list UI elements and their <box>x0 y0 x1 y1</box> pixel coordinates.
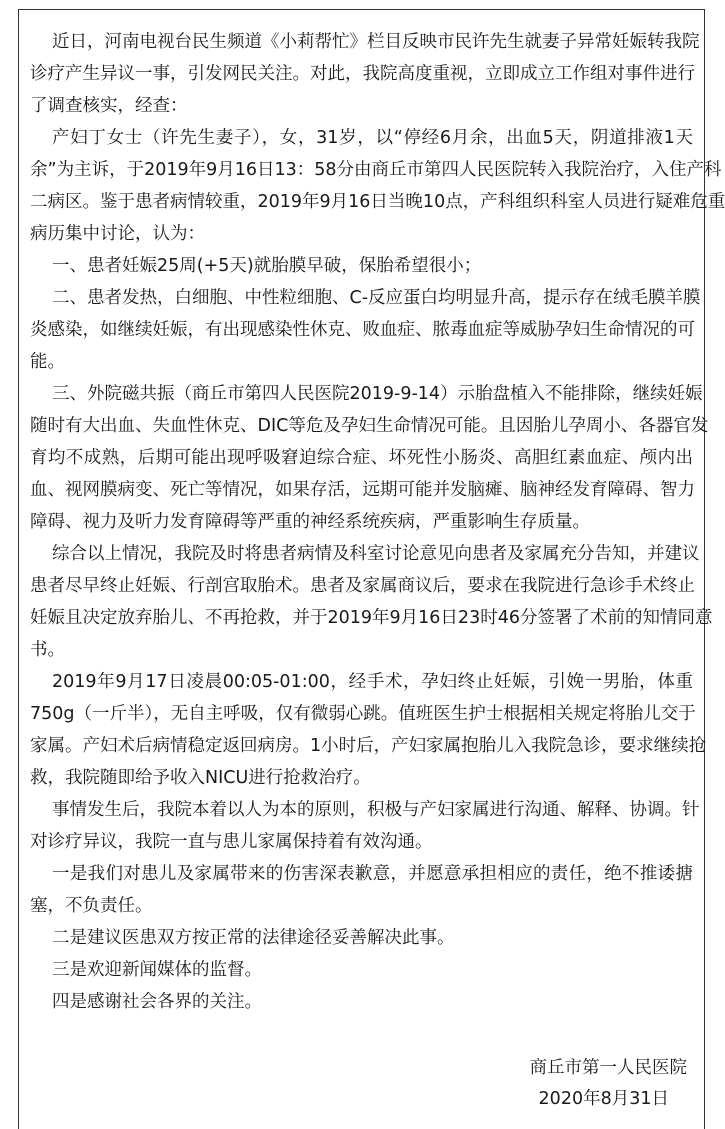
paragraph-line: 对诊疗异议，我院一直与患儿家属保持着有效沟通。 <box>30 832 433 852</box>
paragraph-line: 750g（一斤半），无自主呼吸，仅有微弱心跳。值班医生护士根据相关规定将胎儿交于 <box>30 704 696 724</box>
paragraph <box>30 922 693 954</box>
paragraph <box>30 378 709 538</box>
paragraph-line: 育均不成熟，后期可能出现呼吸窘迫综合症、坏死性小肠炎、高胆红素血症、颅内出 <box>30 448 693 468</box>
paragraph-line: 血、视网膜病变、死亡等情况，如果存活，远期可能并发脑瘫、脑神经发育障碍、智力 <box>30 480 695 500</box>
paragraph-line: 事情发生后，我院本着以人为本的原则，积极与产妇家属进行沟通、解释、协调。针 <box>52 800 700 820</box>
signature: 商丘市第一人民医院 <box>529 1058 687 1078</box>
paragraph <box>30 26 700 122</box>
paragraph-line: 一是我们对患儿及家属带来的伤害深表歉意，并愿意承担相应的责任，绝不推诿搪 <box>52 864 693 884</box>
paragraph-line: 患者尽早终止妊娠、行剖宫取胎术。患者及家属商议后，要求在我院进行急诊手术终止 <box>30 576 695 596</box>
paragraph-line: 塞，不负责任。 <box>30 896 153 916</box>
paragraph <box>30 122 725 250</box>
signature-date: 2020年8月31日 <box>538 1089 669 1109</box>
paragraph-line: 救，我院随即给予收入NICU进行抢救治疗。 <box>30 768 371 788</box>
paragraph-line: 2019年9月17日凌晨00:05-01:00，经手术，孕妇终止妊娠，引娩一男胎，体重 <box>52 672 693 692</box>
paragraph-line: 能。 <box>30 352 65 372</box>
document-body <box>30 26 725 1018</box>
paragraph <box>30 858 693 922</box>
paragraph-line: 综合以上情况，我院及时将患者病情及科室讨论意见向患者及家属充分告知，并建议 <box>52 544 700 564</box>
paragraph-line: 妊娠且决定放弃胎儿、不再抢救，并于2019年9月16日23时46分签署了术前的知情同意 <box>30 608 713 628</box>
paragraph <box>30 794 700 858</box>
paragraph-line: 二是建议医患双方按正常的法律途径妥善解决此事。 <box>52 928 455 948</box>
paragraph-line: 一、患者妊娠25周(+5天)就胎膜早破，保胎希望很小； <box>52 256 482 276</box>
paragraph <box>30 986 693 1018</box>
paragraph-line: 余”为主诉，于2019年9月16日13：58分由商丘市第四人民医院转入我院治疗，入住产科 <box>30 160 722 180</box>
paragraph-line: 书。 <box>30 640 65 660</box>
paragraph-line: 四是感谢社会各界的关注。 <box>52 992 262 1012</box>
paragraph-line: 近日，河南电视台民生频道《小莉帮忙》栏目反映市民许先生就妻子异常妊娠转我院 <box>52 32 700 52</box>
paragraph <box>30 250 693 282</box>
paragraph-line: 诊疗产生异议一事，引发网民关注。对此，我院高度重视，立即成立工作组对事件进行 <box>30 64 695 84</box>
paragraph-line: 二病区。鉴于患者病情较重，2019年9月16日当晚10点，产科组织科室人员进行疑难危重 <box>30 192 725 212</box>
paragraph-line: 病历集中讨论，认为： <box>30 224 205 244</box>
paragraph-line: 家属。产妇术后病情稳定返回病房。1小时后，产妇家属抱胎儿入我院急诊，要求继续抢 <box>30 736 707 756</box>
paragraph-line: 二、患者发热，白细胞、中性粒细胞、C-反应蛋白均明显升高，提示存在绒毛膜羊膜 <box>52 288 701 308</box>
paragraph <box>30 666 707 794</box>
paragraph <box>30 954 693 986</box>
paragraph-line: 三是欢迎新闻媒体的监督。 <box>52 960 262 980</box>
paragraph <box>30 282 701 378</box>
paragraph-line: 了调查核实，经查： <box>30 96 188 116</box>
paragraph-line: 产妇丁女士（许先生妻子），女，31岁，以“停经6月余，出血5天，阴道排液1天 <box>52 128 693 148</box>
paragraph-line: 随时有大出血、失血性休克、DIC等危及孕妇生命情况可能。且因胎儿孕周小、各器官发 <box>30 416 709 436</box>
paragraph <box>30 538 713 666</box>
paragraph-line: 炎感染，如继续妊娠，有出现感染性休克、败血症、脓毒血症等威胁孕妇生命情况的可 <box>30 320 695 340</box>
paragraph-line: 三、外院磁共振（商丘市第四人民医院2019-9-14）示胎盘植入不能排除，继续妊娠 <box>52 384 703 404</box>
paragraph-line: 障碍、视力及听力发育障碍等严重的神经系统疾病，严重影响生存质量。 <box>30 512 590 532</box>
